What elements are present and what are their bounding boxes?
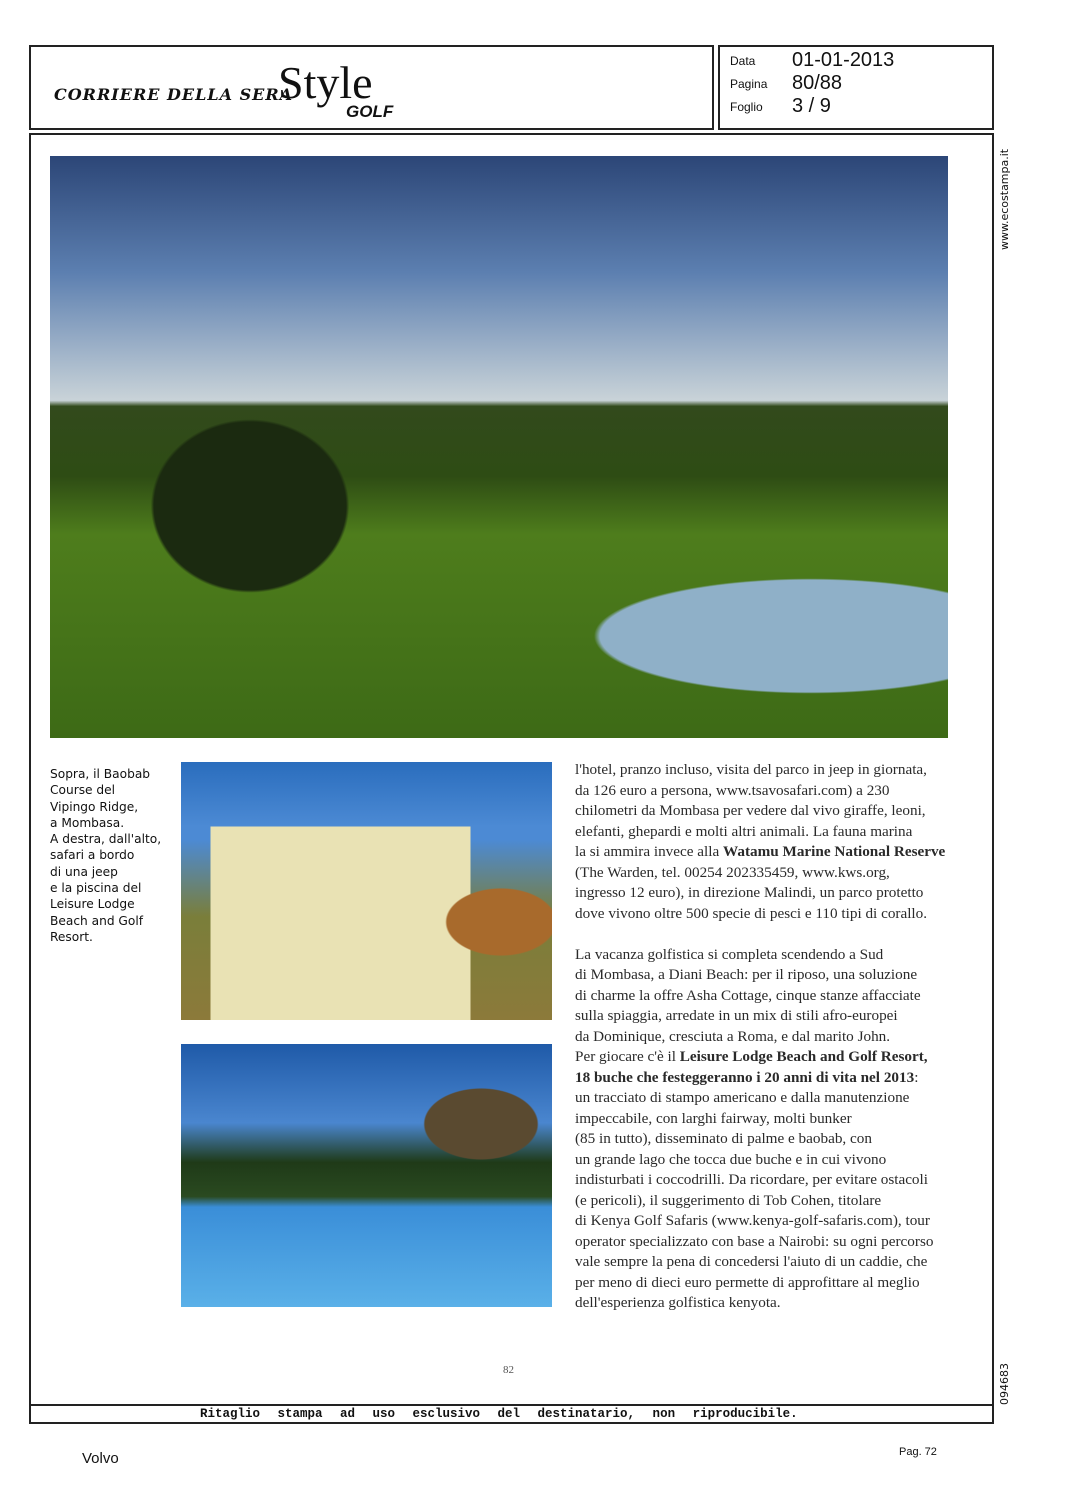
text-run: la si ammira invece alla: [575, 843, 724, 860]
article-line: [575, 1191, 950, 1212]
text-run: l'hotel, pranzo incluso, visita del parco in jeep in giornata,: [575, 761, 927, 778]
text-run: di Mombasa, a Diani Beach: per il riposo, una soluzione: [575, 966, 918, 983]
text-run: elefanti, ghepardi e molti altri animali. La fauna marina: [575, 822, 913, 840]
side-code: 094683: [998, 1363, 1011, 1405]
text-run: per meno di dieci euro permette di approfittare al meglio: [575, 1273, 920, 1291]
text-run: da Dominique, cresciuta a Roma, e dal marito John.: [575, 1027, 891, 1045]
article-line: [575, 904, 950, 925]
text-run: dell'esperienza golfistica kenyota.: [575, 1294, 781, 1311]
article-line: [575, 1170, 950, 1191]
text-run: dove vivono oltre 500 specie di pesci e 110 tipi di corallo.: [575, 904, 928, 922]
caption-line: Course del: [50, 783, 116, 798]
footer-notice: Ritaglio stampa ad uso esclusivo del destinatario, non riproducibile.: [200, 1407, 798, 1421]
text-run: vale sempre la pena di concedersi l'aiuto di un caddie, che: [575, 1253, 928, 1270]
article-line: [575, 1088, 950, 1109]
caption-line: di una jeep: [50, 864, 118, 879]
text-run: sulla spiaggia, arredate in un mix di stili afro-europei: [575, 1007, 898, 1024]
bold-text: Watamu Marine National Reserve: [723, 843, 946, 860]
magazine-logo-sub: GOLF: [346, 102, 394, 121]
caption-line: Beach and Golf: [50, 913, 144, 928]
meta-label-date: Data: [730, 54, 756, 68]
article-line: [575, 965, 950, 986]
text-run: Per giocare c'è il: [575, 1048, 680, 1065]
magazine-logo: Style: [278, 57, 373, 108]
caption-line: Leisure Lodge: [50, 897, 135, 912]
meta-value-date: 01-01-2013: [792, 49, 895, 71]
article-line: [575, 1047, 950, 1068]
pool-photo: [181, 1044, 552, 1307]
text-run: chilometri da Mombasa per vedere dal vivo giraffe, leoni,: [575, 802, 926, 819]
meta-value-page: 80/88: [792, 72, 843, 94]
page-ref: Pag. 72: [899, 1446, 937, 1458]
article-line: [575, 1068, 950, 1089]
article-line: [575, 1109, 950, 1130]
article-line: [575, 760, 950, 781]
text-run: (85 in tutto), disseminato di palme e baobab, con: [575, 1130, 872, 1147]
text-run: un grande lago che tocca due buche e in cui vivono: [575, 1150, 887, 1168]
article-line: [575, 781, 950, 802]
article-line: [575, 801, 950, 822]
meta-label-page: Pagina: [730, 77, 768, 91]
text-run: da 126 euro a persona, www.tsavosafari.com) a 230: [575, 781, 890, 799]
article-line: [575, 986, 950, 1007]
golf-course-photo: [50, 156, 948, 738]
meta-label-sheet: Foglio: [730, 100, 763, 114]
photo-caption: [50, 766, 175, 945]
text-run: La vacanza golfistica si completa scendendo a Sud: [575, 945, 884, 963]
bold-text: 18 buche che festeggeranno i 20 anni di vita nel 2013: [575, 1068, 915, 1086]
article-line: [575, 1027, 950, 1048]
text-run: (The Warden, tel. 00254 202335459, www.kws.org,: [575, 863, 890, 881]
publication-name: CORRIERE DELLA SERA: [54, 85, 294, 104]
paragraph-gap: [575, 924, 950, 945]
bold-text: Leisure Lodge Beach and Golf Resort,: [679, 1048, 928, 1065]
caption-line: Resort.: [50, 929, 93, 944]
text-run: di Kenya Golf Safaris (www.kenya-golf-safaris.com), tour: [575, 1212, 930, 1229]
caption-line: A destra, dall'alto,: [50, 832, 162, 847]
footer-divider: [29, 1404, 994, 1406]
article-line: [575, 822, 950, 843]
article-text: [575, 760, 950, 1314]
text-run: impeccabile, con larghi fairway, molti bunker: [575, 1109, 852, 1127]
side-site: www.ecostampa.it: [998, 148, 1011, 250]
meta-value-sheet: 3 / 9: [792, 95, 831, 117]
article-line: [575, 1211, 950, 1232]
text-run: (e pericoli), il suggerimento di Tob Cohen, titolare: [575, 1191, 882, 1209]
text-run: di charme la offre Asha Cottage, cinque stanze affacciate: [575, 986, 921, 1004]
text-run: un tracciato di stampo americano e dalla manutenzione: [575, 1089, 910, 1106]
article-line: [575, 945, 950, 966]
article-line: [575, 883, 950, 904]
article-line: [575, 1252, 950, 1273]
text-run: ingresso 12 euro), in direzione Malindi, un parco protetto: [575, 884, 924, 901]
caption-line: a Mombasa.: [50, 815, 125, 830]
article-line: [575, 1150, 950, 1171]
caption-line: safari a bordo: [50, 848, 135, 863]
text-run: indisturbati i coccodrilli. Da ricordare, per evitare ostacoli: [575, 1171, 928, 1188]
article-line: [575, 842, 950, 863]
text-run: operator specializzato con base a Nairobi: su ogni percorso: [575, 1232, 934, 1250]
page-number: 82: [503, 1364, 514, 1376]
safari-jeep-photo: [181, 762, 552, 1020]
article-line: [575, 1129, 950, 1150]
article-line: [575, 1273, 950, 1294]
text-run: :: [914, 1068, 919, 1086]
caption-line: e la piscina del: [50, 881, 142, 896]
caption-line: Sopra, il Baobab: [50, 767, 151, 781]
article-line: [575, 1006, 950, 1027]
article-line: [575, 1293, 950, 1314]
article-line: [575, 863, 950, 884]
client-name: Volvo: [82, 1450, 119, 1467]
article-line: [575, 1232, 950, 1253]
caption-line: Vipingo Ridge,: [50, 799, 139, 814]
